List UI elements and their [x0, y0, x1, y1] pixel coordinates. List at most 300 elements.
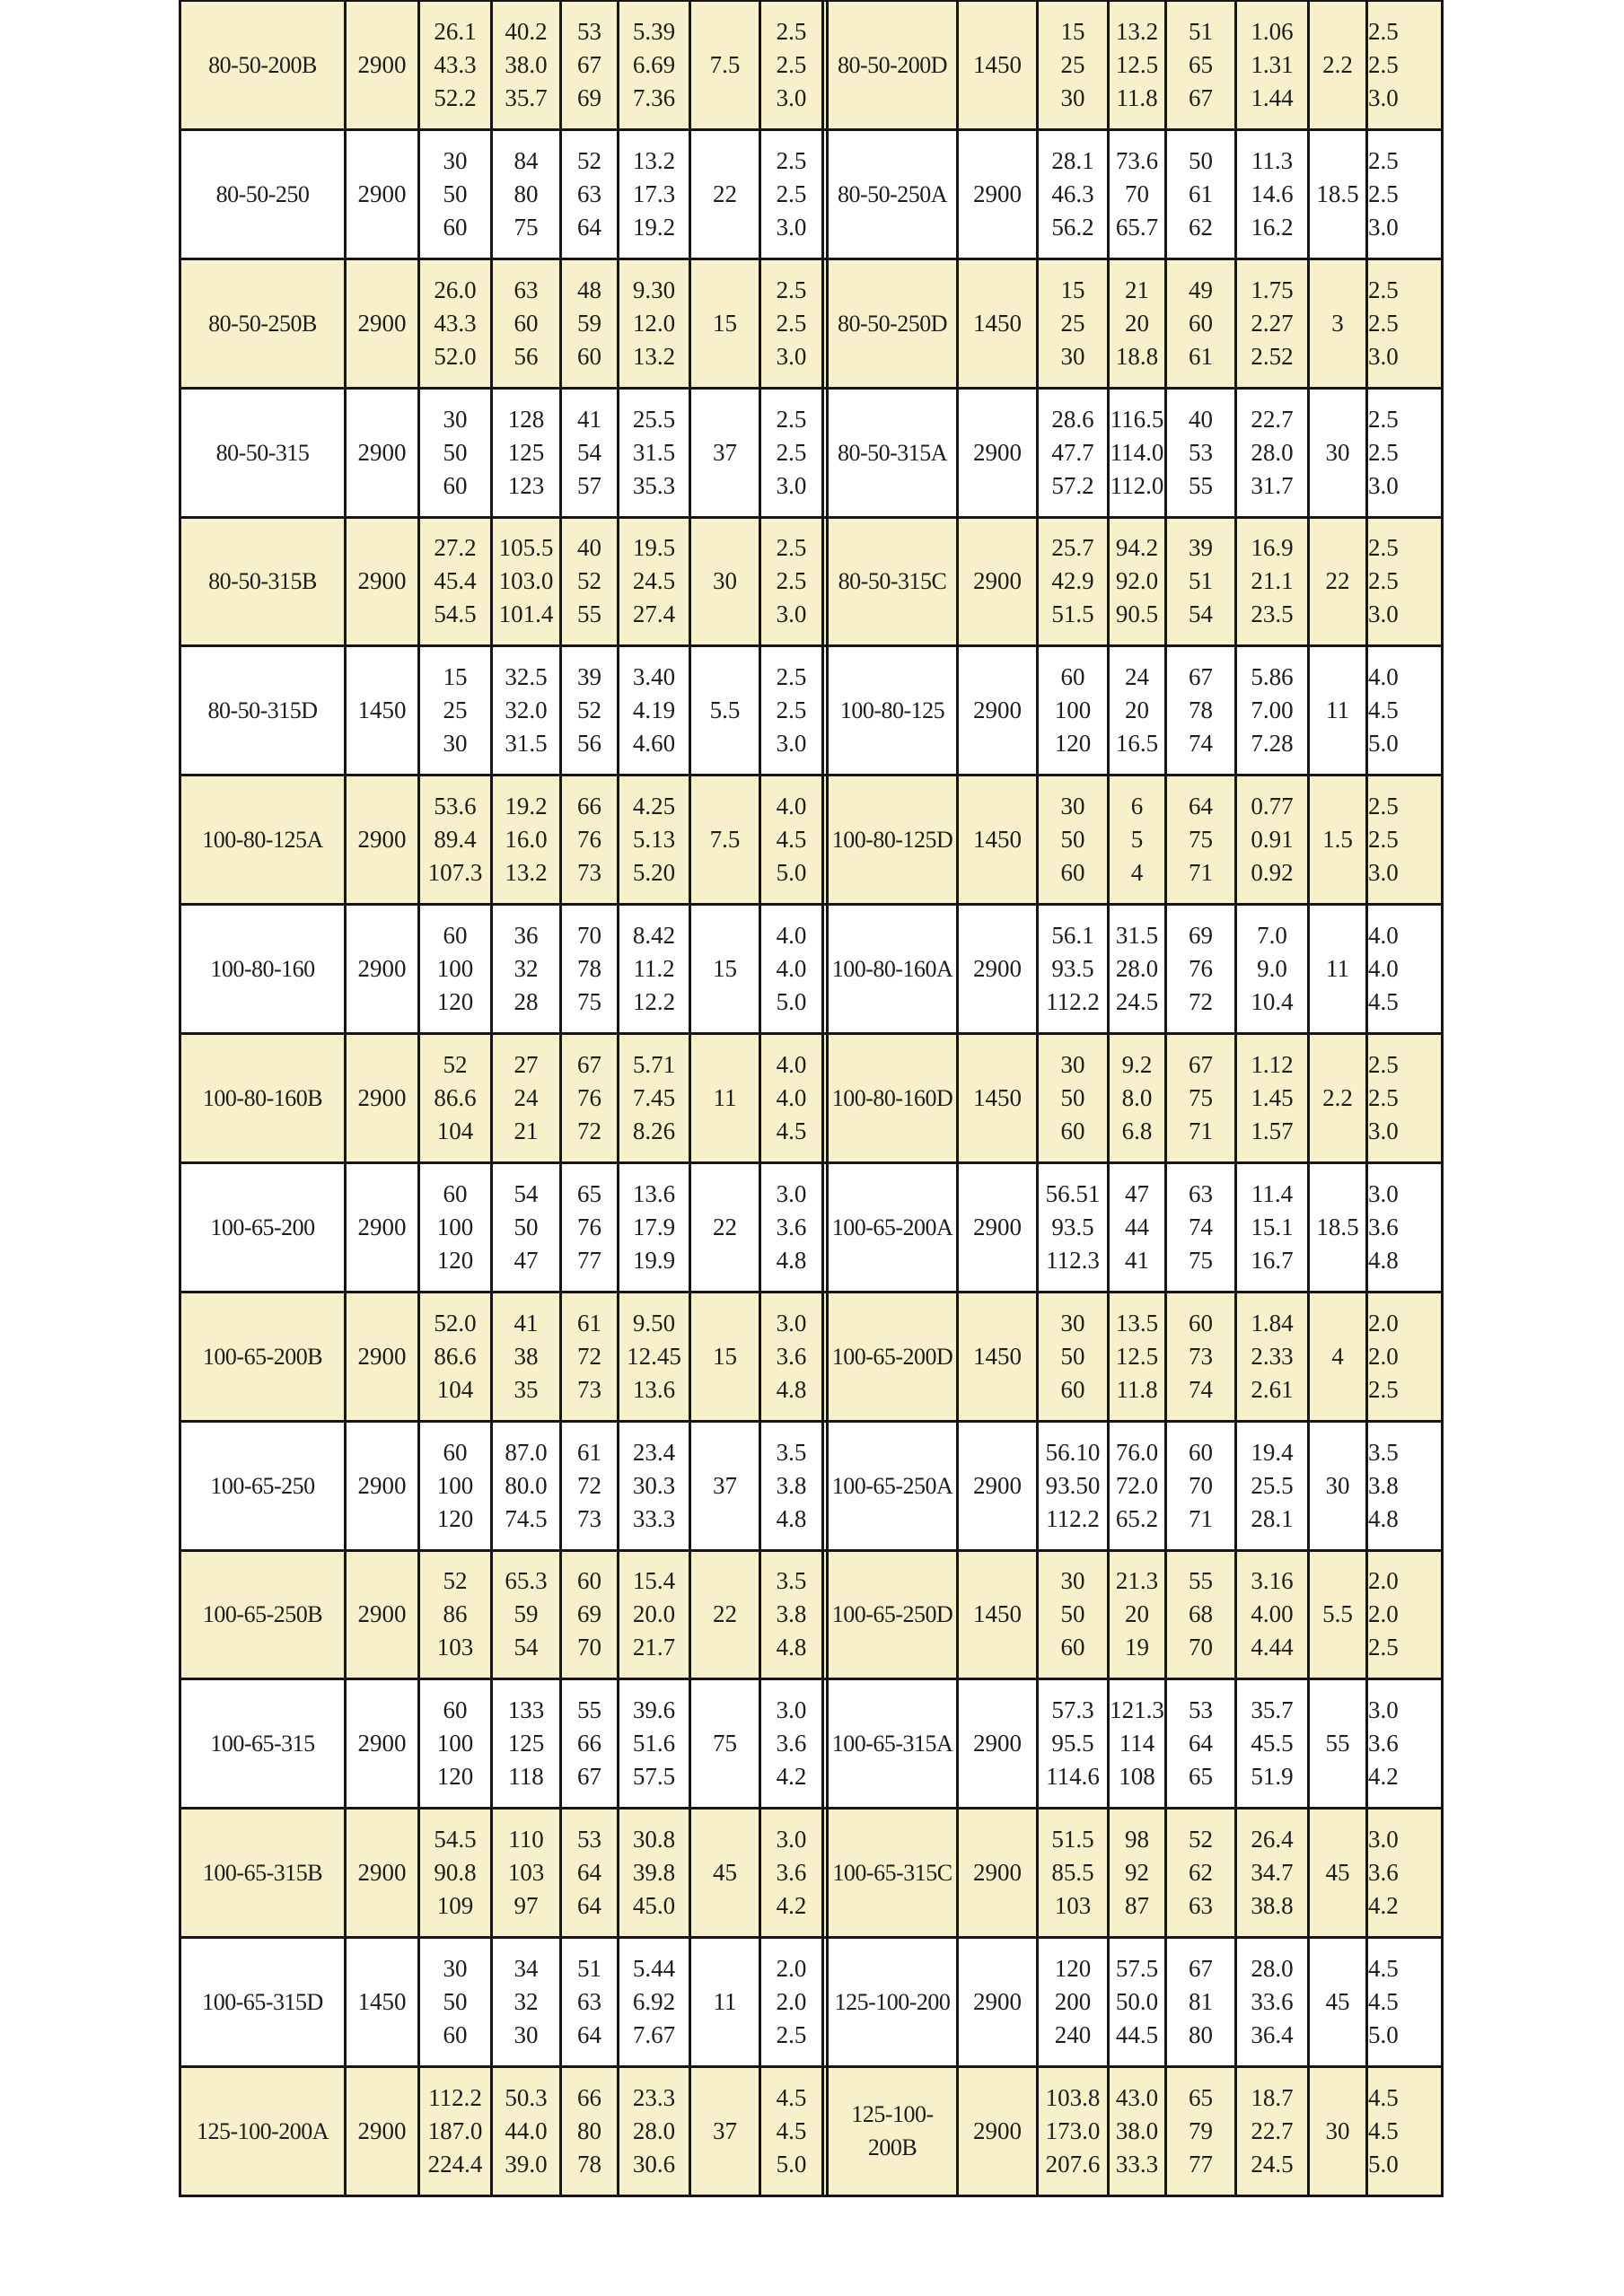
shaft-power-value: 15.4	[632, 1567, 676, 1595]
head-value: 121.3	[1110, 1696, 1164, 1724]
head-value: 50.0	[1115, 1988, 1159, 2016]
flow-value: 27.2	[434, 534, 477, 562]
speed-cell	[959, 647, 1039, 774]
flow-value: 86	[443, 1600, 468, 1628]
efficiency-value: 60	[577, 1567, 601, 1595]
shaft-power-value: 12.0	[632, 309, 676, 337]
npsh-value: 2.5	[776, 438, 807, 466]
efficiency-value: 67	[577, 1763, 601, 1791]
table-row	[181, 1810, 1441, 1939]
speed-cell	[959, 1035, 1039, 1161]
flow-cell	[420, 647, 493, 774]
flow-value: 100	[436, 1213, 474, 1240]
speed-value: 2900	[357, 50, 407, 78]
head-value: 31.5	[1115, 922, 1159, 950]
speed-cell	[959, 260, 1039, 387]
efficiency-value: 70	[1189, 1634, 1213, 1661]
shaft-power-value: 35.3	[632, 471, 676, 499]
speed-value: 1450	[973, 1600, 1022, 1628]
table-row	[181, 1164, 1441, 1293]
efficiency-value: 40	[1189, 405, 1213, 433]
head-cell	[493, 1680, 562, 1807]
efficiency-value: 67	[1189, 1050, 1213, 1078]
pump-model-cell	[829, 519, 959, 645]
npsh-cell	[761, 260, 824, 387]
npsh-cell	[1368, 2, 1399, 128]
shaft-power-value: 24.5	[632, 567, 676, 595]
flow-value: 100	[436, 955, 474, 983]
efficiency-value: 69	[1189, 922, 1213, 950]
npsh-cell	[1368, 1939, 1399, 2065]
head-value: 98	[1125, 1826, 1149, 1853]
motor-power-cell	[1310, 1939, 1368, 2065]
table-half-row	[181, 647, 824, 774]
shaft-power-value: 27.4	[632, 600, 676, 628]
shaft-power-value: 5.71	[632, 1050, 676, 1078]
efficiency-cell	[1167, 260, 1237, 387]
head-value: 28	[514, 988, 539, 1016]
pump-model-cell	[829, 1939, 959, 2065]
head-value: 30	[514, 2021, 539, 2049]
efficiency-value: 65	[577, 1179, 601, 1207]
pump-model-label: 80-50-250D	[837, 310, 948, 337]
efficiency-value: 72	[577, 1117, 601, 1144]
efficiency-value: 65	[1189, 1763, 1213, 1791]
head-value: 6.8	[1121, 1117, 1153, 1144]
head-value: 108	[1119, 1763, 1155, 1791]
npsh-value: 2.5	[1368, 180, 1399, 207]
pump-model-label: 100-80-160	[210, 956, 315, 983]
flow-value: 50	[1060, 1083, 1085, 1111]
head-cell	[1110, 519, 1167, 645]
shaft-power-value: 31.7	[1251, 471, 1294, 499]
speed-value: 2900	[357, 1471, 407, 1499]
head-value: 24	[1125, 663, 1149, 691]
efficiency-value: 74	[1189, 1213, 1213, 1240]
speed-value: 2900	[973, 697, 1022, 724]
shaft-power-value: 10.4	[1251, 988, 1294, 1016]
head-cell	[493, 2068, 562, 2195]
npsh-value: 4.8	[776, 1375, 807, 1403]
table-half-row	[181, 260, 824, 387]
flow-value: 54.5	[434, 1826, 477, 1853]
table-half-row	[829, 519, 1399, 645]
shaft-power-value: 39.6	[632, 1696, 676, 1724]
head-cell	[1110, 2068, 1167, 2195]
efficiency-value: 71	[1189, 1504, 1213, 1532]
npsh-cell	[761, 1293, 824, 1420]
head-value: 38.0	[1115, 2116, 1159, 2144]
shaft-power-value: 6.92	[632, 1988, 676, 2016]
npsh-value: 4.5	[776, 2116, 807, 2144]
efficiency-value: 61	[1189, 342, 1213, 370]
flow-value: 30	[443, 1955, 468, 1983]
flow-cell	[420, 519, 493, 645]
flow-value: 50	[1060, 826, 1085, 854]
efficiency-value: 74	[1189, 730, 1213, 758]
efficiency-value: 69	[577, 1600, 601, 1628]
motor-power-value: 15	[713, 1342, 737, 1370]
pump-model-cell	[829, 1293, 959, 1420]
head-cell	[1110, 647, 1167, 774]
flow-cell	[1039, 260, 1110, 387]
motor-power-value: 15	[713, 955, 737, 983]
flow-cell	[1039, 1423, 1110, 1549]
shaft-power-value: 5.44	[632, 1955, 676, 1983]
head-value: 105.5	[498, 534, 554, 562]
efficiency-value: 78	[1189, 697, 1213, 724]
flow-cell	[420, 131, 493, 258]
pump-model-label: 100-65-315A	[831, 1731, 953, 1757]
head-value: 39.0	[505, 2150, 548, 2178]
shaft-power-cell	[619, 260, 691, 387]
pump-model-label: 100-65-315D	[202, 1989, 323, 2016]
head-cell	[1110, 390, 1167, 516]
head-value: 21	[514, 1117, 539, 1144]
npsh-value: 3.5	[776, 1567, 807, 1595]
npsh-value: 3.5	[776, 1438, 807, 1466]
pump-specification-table	[179, 0, 1444, 2197]
flow-value: 25	[1060, 50, 1085, 78]
flow-value: 93.5	[1051, 1213, 1094, 1240]
pump-model-cell	[181, 1293, 347, 1420]
motor-power-value: 7.5	[709, 826, 741, 854]
shaft-power-value: 2.52	[1251, 342, 1294, 370]
npsh-value: 2.5	[1368, 276, 1399, 303]
shaft-power-value: 19.9	[632, 1246, 676, 1274]
flow-value: 112.2	[1046, 1504, 1100, 1532]
efficiency-value: 63	[577, 1988, 601, 2016]
head-value: 73.6	[1115, 146, 1159, 174]
motor-power-cell	[1310, 260, 1368, 387]
efficiency-value: 70	[577, 1634, 601, 1661]
npsh-value: 2.5	[1368, 438, 1399, 466]
shaft-power-cell	[1237, 776, 1310, 903]
pump-model-label: 125-100-200B	[851, 2101, 934, 2161]
efficiency-value: 52	[1189, 1826, 1213, 1853]
pump-model-cell	[181, 131, 347, 258]
motor-power-cell	[691, 1552, 761, 1678]
efficiency-value: 54	[1189, 600, 1213, 628]
shaft-power-cell	[619, 1035, 691, 1161]
table-row	[181, 2068, 1441, 2195]
head-value: 103.0	[498, 567, 554, 595]
shaft-power-cell	[619, 131, 691, 258]
table-row	[181, 1423, 1441, 1552]
efficiency-value: 67	[577, 1050, 601, 1078]
npsh-cell	[1368, 1293, 1399, 1420]
flow-value: 93.5	[1051, 955, 1094, 983]
npsh-cell	[761, 776, 824, 903]
pump-model-cell	[181, 776, 347, 903]
shaft-power-value: 11.4	[1251, 1179, 1294, 1207]
head-value: 116.5	[1110, 405, 1164, 433]
speed-cell	[959, 1810, 1039, 1936]
head-cell	[493, 1035, 562, 1161]
table-half-row	[829, 1423, 1399, 1549]
efficiency-cell	[562, 776, 619, 903]
flow-cell	[420, 1293, 493, 1420]
shaft-power-value: 30.8	[632, 1826, 676, 1853]
npsh-value: 4.0	[776, 793, 807, 820]
efficiency-value: 39	[577, 663, 601, 691]
npsh-value: 2.5	[776, 405, 807, 433]
npsh-cell	[761, 1810, 824, 1936]
shaft-power-value: 2.61	[1251, 1375, 1294, 1403]
npsh-value: 3.6	[776, 1342, 807, 1370]
npsh-value: 2.5	[1368, 17, 1399, 45]
npsh-value: 3.0	[776, 1696, 807, 1724]
table-half-row	[181, 390, 824, 516]
table-half-row	[829, 1293, 1399, 1420]
efficiency-value: 55	[1189, 1567, 1213, 1595]
table-half-row	[181, 1810, 824, 1936]
flow-value: 112.2	[428, 2083, 482, 2111]
flow-value: 52.2	[434, 83, 477, 111]
shaft-power-value: 4.19	[632, 697, 676, 724]
efficiency-value: 76	[1189, 955, 1213, 983]
flow-value: 30	[1060, 793, 1085, 820]
table-row	[181, 131, 1441, 260]
efficiency-value: 49	[1189, 276, 1213, 303]
pump-model-cell	[181, 1810, 347, 1936]
shaft-power-value: 13.6	[632, 1179, 676, 1207]
table-row	[181, 1552, 1441, 1681]
speed-value: 2900	[357, 955, 407, 983]
npsh-cell	[1368, 1810, 1399, 1936]
npsh-value: 4.0	[776, 955, 807, 983]
table-half-row	[829, 1810, 1399, 1936]
shaft-power-value: 33.3	[632, 1504, 676, 1532]
pump-model-label: 100-80-160B	[202, 1084, 323, 1111]
motor-power-cell	[691, 776, 761, 903]
efficiency-value: 52	[577, 567, 601, 595]
flow-value: 120	[1054, 730, 1092, 758]
efficiency-cell	[562, 1035, 619, 1161]
npsh-value: 2.0	[1368, 1567, 1399, 1595]
head-value: 11.8	[1116, 1375, 1158, 1403]
flow-cell	[1039, 1035, 1110, 1161]
flow-value: 93.50	[1045, 1471, 1101, 1499]
head-value: 44.0	[505, 2116, 548, 2144]
npsh-cell	[761, 1423, 824, 1549]
npsh-value: 4.0	[1368, 922, 1399, 950]
npsh-value: 3.0	[1368, 1179, 1399, 1207]
shaft-power-value: 5.86	[1251, 663, 1294, 691]
head-cell	[1110, 1939, 1167, 2065]
speed-cell	[347, 1939, 420, 2065]
head-value: 6	[1130, 793, 1144, 820]
efficiency-value: 50	[1189, 146, 1213, 174]
npsh-value: 3.0	[1368, 859, 1399, 887]
flow-value: 89.4	[434, 826, 477, 854]
npsh-value: 3.0	[776, 1179, 807, 1207]
npsh-cell	[761, 2, 824, 128]
shaft-power-value: 38.8	[1251, 1892, 1294, 1920]
efficiency-cell	[562, 647, 619, 774]
flow-value: 30	[1060, 1567, 1085, 1595]
flow-value: 86.6	[434, 1342, 477, 1370]
npsh-cell	[1368, 519, 1399, 645]
pump-model-label: 80-50-315A	[837, 439, 948, 466]
speed-cell	[959, 1939, 1039, 2065]
head-value: 118	[508, 1763, 544, 1791]
motor-power-cell	[1310, 2068, 1368, 2195]
motor-power-value: 15	[713, 309, 737, 337]
flow-value: 43.3	[434, 50, 477, 78]
shaft-power-value: 1.44	[1251, 83, 1294, 111]
shaft-power-value: 21.1	[1251, 567, 1294, 595]
pump-model-label: 80-50-315B	[208, 568, 317, 595]
efficiency-value: 55	[577, 600, 601, 628]
head-value: 84	[514, 146, 539, 174]
head-value: 16.5	[1115, 730, 1159, 758]
flow-value: 25	[443, 697, 468, 724]
flow-value: 15	[443, 663, 468, 691]
efficiency-cell	[562, 1680, 619, 1807]
flow-value: 28.6	[1051, 405, 1094, 433]
efficiency-value: 78	[577, 2150, 601, 2178]
shaft-power-value: 13.2	[632, 342, 676, 370]
motor-power-value: 5.5	[1322, 1600, 1353, 1628]
flow-value: 60	[1060, 1375, 1085, 1403]
shaft-power-cell	[619, 1423, 691, 1549]
speed-value: 1450	[973, 50, 1022, 78]
flow-value: 50	[1060, 1600, 1085, 1628]
efficiency-value: 41	[577, 405, 601, 433]
motor-power-cell	[691, 390, 761, 516]
table-row	[181, 1293, 1441, 1423]
table-half-row	[829, 390, 1399, 516]
npsh-value: 2.5	[776, 697, 807, 724]
flow-value: 26.0	[434, 276, 477, 303]
head-value: 32	[514, 955, 539, 983]
efficiency-value: 63	[1189, 1179, 1213, 1207]
shaft-power-cell	[619, 776, 691, 903]
flow-value: 43.3	[434, 309, 477, 337]
npsh-value: 3.0	[1368, 600, 1399, 628]
flow-value: 42.9	[1051, 567, 1094, 595]
motor-power-value: 11	[713, 1988, 737, 2016]
efficiency-cell	[562, 1810, 619, 1936]
flow-value: 15	[1060, 17, 1085, 45]
shaft-power-cell	[1237, 1939, 1310, 2065]
head-value: 24	[514, 1083, 539, 1111]
table-half-row	[181, 906, 824, 1032]
npsh-value: 4.5	[1368, 988, 1399, 1016]
flow-cell	[420, 1423, 493, 1549]
shaft-power-value: 7.67	[632, 2021, 676, 2049]
efficiency-value: 67	[1189, 663, 1213, 691]
motor-power-cell	[691, 1810, 761, 1936]
motor-power-value: 5.5	[709, 697, 741, 724]
speed-value: 2900	[973, 438, 1022, 466]
speed-cell	[959, 906, 1039, 1032]
speed-cell	[347, 131, 420, 258]
head-value: 123	[507, 471, 545, 499]
efficiency-cell	[1167, 1810, 1237, 1936]
shaft-power-cell	[619, 906, 691, 1032]
head-cell	[493, 647, 562, 774]
motor-power-cell	[1310, 1293, 1368, 1420]
shaft-power-value: 30.3	[632, 1471, 676, 1499]
efficiency-value: 39	[1189, 534, 1213, 562]
shaft-power-value: 7.28	[1251, 730, 1294, 758]
npsh-value: 5.0	[776, 2150, 807, 2178]
npsh-value: 4.8	[1368, 1504, 1399, 1532]
flow-value: 50	[1060, 1342, 1085, 1370]
motor-power-value: 30	[1325, 2116, 1350, 2144]
efficiency-value: 51	[1189, 567, 1213, 595]
npsh-cell	[761, 906, 824, 1032]
pump-model-cell	[181, 1680, 347, 1807]
npsh-value: 2.5	[776, 567, 807, 595]
pump-model-label: 100-65-200A	[831, 1214, 953, 1240]
npsh-value: 4.0	[776, 1083, 807, 1111]
efficiency-value: 56	[577, 730, 601, 758]
table-half-row	[181, 131, 824, 258]
efficiency-value: 75	[1189, 1083, 1213, 1111]
speed-value: 2900	[357, 180, 407, 207]
motor-power-value: 45	[1325, 1859, 1350, 1887]
efficiency-value: 72	[1189, 988, 1213, 1016]
npsh-value: 4.2	[1368, 1763, 1399, 1791]
efficiency-value: 81	[1189, 1988, 1213, 2016]
shaft-power-value: 8.26	[632, 1117, 676, 1144]
flow-value: 28.1	[1051, 146, 1094, 174]
head-cell	[493, 519, 562, 645]
pump-model-cell	[829, 1164, 959, 1291]
head-value: 125	[507, 1730, 545, 1757]
shaft-power-cell	[1237, 906, 1310, 1032]
npsh-value: 4.2	[776, 1763, 807, 1791]
flow-value: 60	[1060, 859, 1085, 887]
flow-value: 60	[1060, 1117, 1085, 1144]
efficiency-value: 48	[577, 276, 601, 303]
speed-cell	[959, 1680, 1039, 1807]
pump-model-label: 100-65-250D	[831, 1601, 953, 1628]
pump-model-label: 80-50-315	[215, 439, 310, 466]
shaft-power-value: 57.5	[632, 1763, 676, 1791]
speed-value: 2900	[973, 1213, 1022, 1240]
head-value: 8.0	[1121, 1083, 1153, 1111]
npsh-value: 2.5	[1368, 1634, 1399, 1661]
pump-model-cell	[829, 1552, 959, 1678]
head-value: 87	[1125, 1892, 1149, 1920]
shaft-power-cell	[1237, 2, 1310, 128]
npsh-value: 5.0	[1368, 2150, 1399, 2178]
npsh-value: 2.0	[1368, 1309, 1399, 1336]
flow-value: 30	[1060, 83, 1085, 111]
head-value: 94.2	[1115, 534, 1159, 562]
flow-value: 56.51	[1045, 1179, 1101, 1207]
speed-value: 2900	[973, 1471, 1022, 1499]
flow-cell	[1039, 1164, 1110, 1291]
efficiency-value: 62	[1189, 1859, 1213, 1887]
efficiency-value: 53	[577, 1826, 601, 1853]
speed-cell	[959, 1164, 1039, 1291]
head-value: 33.3	[1115, 2150, 1159, 2178]
speed-cell	[347, 906, 420, 1032]
flow-cell	[1039, 906, 1110, 1032]
efficiency-cell	[562, 390, 619, 516]
flow-value: 104	[436, 1117, 474, 1144]
flow-value: 103.8	[1045, 2083, 1101, 2111]
shaft-power-value: 16.7	[1251, 1246, 1294, 1274]
motor-power-cell	[691, 519, 761, 645]
table-row	[181, 906, 1441, 1035]
shaft-power-value: 14.6	[1251, 180, 1294, 207]
